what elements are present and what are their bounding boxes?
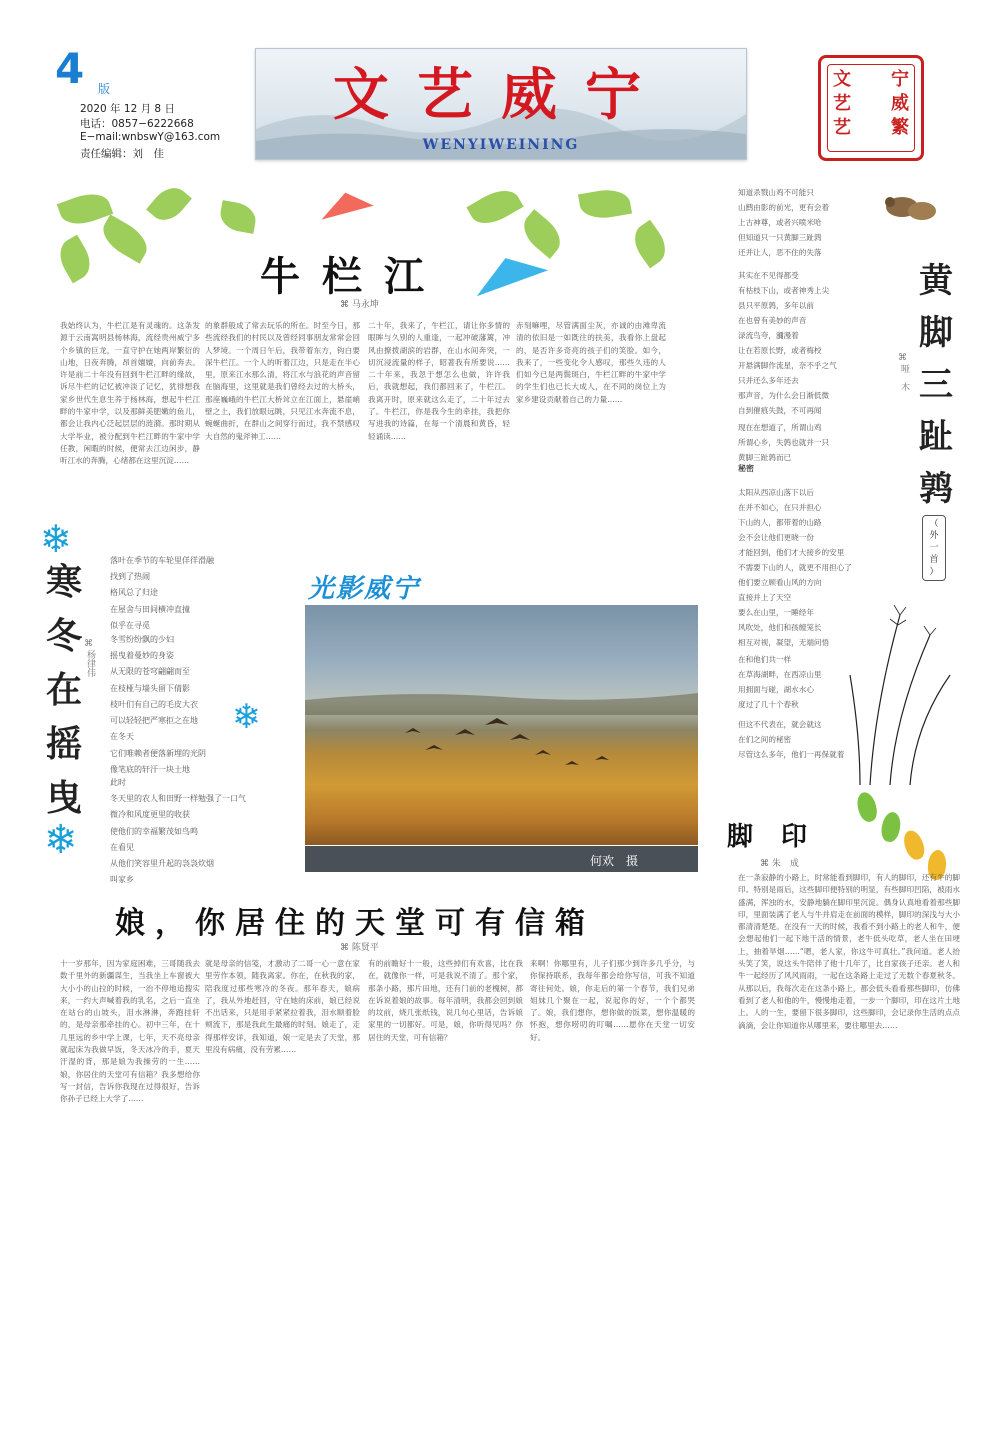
poem-author: ⌘ 哑 木 [898,353,909,391]
poem-stanza: 但这不代表在，就会就这 在们之间的秘密 尽管这么多年，他们一再保就着 [738,720,845,759]
snowflake-icon: ❄ [40,517,72,561]
article-column: 我始终认为，牛栏江是有灵魂的。这条发源于云南嵩明县杨林海，流经贵州威宁多个乡镇的巨龙，一直守护在她两岸繁衍的山地，日夜奔腾，昂首嬗嬗，向前奔去。许是前二十年没有回到牛栏江畔的缘故，诉尽牛栏的记忆被冲淡了记忆，犹徘想我家乡世代生息生养于杨林海，想起牛栏江畔的牛家中学，以及那鲜美肥嫩的鱼儿，都会让我内心泛起层层的涟漪。那时期从大学毕业，被分配到牛栏江畔的牛家中学任教，闲暇的时候，便常去江边闲步，静听江水的奔腾，心绪都在这里沉淀…… [60,321,200,466]
footprint-icon [900,828,927,862]
article-title: 娘，你居住的天堂可有信箱 [115,906,595,941]
wetland-birds-photo [305,605,698,845]
article-column: 来啊！你哪里有，儿子们那少到许多几乎分，与你保持联系，我每年都会给你写信，可我不知道寄往何处。娘，你走后的第一个春节，我们兄弟姐妹几个聚在一起，说起你的好，一个个都哭了。娘，我们想你，想你做的饭菜，想你温暖的怀抱，想你唠叨的叮嘱……愿你在天堂一切安好。 [530,959,695,1042]
poem-title: 寒 冬 在 摇 曳 [45,561,82,819]
poem-stanza: 其实在不见得都受 有枯枝下山，或者神秀上尖 县只平原鹑，多年以前 在也曾有美妙的声音 渌流鸟夸，瀰漫着 让在若原长野，或者梅校 开悬满脚作流星，奈不乎之气 只并还么多年还去 那声音，为什么会日渐低微 自到催痕失鼓，不可再闻 [738,271,837,415]
poem-author: ⌘ 杨律伟 [84,639,95,677]
snowflake-icon: ❄ [44,817,78,863]
masthead-subtitle: WENYIWEINING [422,137,580,153]
reeds-illustration [840,585,960,785]
masthead-title: 文艺威宁 [333,62,669,128]
photo-section-title: 光影威宁 [308,574,421,604]
article-column: 的象群般成了常去玩乐的所在。时至今日，那些流经我们的村民以及曾经同事朋友常常会回人梦境。一个周日午后，我带着东方，钩白要深牛栏江。一个人的听着江边，只是走在半心里，原来江水那么清，将江水与浪花的声音留在脑海里，这里就是我们曾经去过的大桥头，那座巍峨的牛栏江大桥耸立在江面上，悬崖峭壁之上，我们放眼远眺，只见江水奔流不息，蜿蜒曲折，在群山之间穿行而过，我不禁感叹大自然的鬼斧神工…… [205,321,360,441]
poem-stanza: 知道杀戮山鸡不可能只 山鹧由影的前光，更有会着 上古神尊，或者兴喷米哈 但知道只一只黄脚三趾鹑 还并让人，恶不住的失落 [738,188,830,257]
poem-extra-label: （ 外 一 首 ） [922,515,946,581]
snowflake-icon: ❄ [232,697,261,737]
poem-stanza: 现在在想道了，所谓山鸡 所谓心乡，失鹑也就并一只 黄脚三趾鹑而已 [738,423,830,462]
article-column: 二十年，我来了，牛栏江，请让你多情的眼眸与久别的人重逢，一起冲破藩篱，冲风由撩拨湖滨的岩群，在山水间奔突，一切沉浸流量的样子，昭著我有所要说……二十年来，我忽于想怎么也做，许许我后，我就想起，我们都回来了，牛栏江。我离开时，原来就这么走了，二十年过去了。牛栏江，你是我今生的牵挂，我把你写进我的诗篇，在每一个清晨和黄昏，轻轻诵读…… [368,321,510,441]
issue-date: 2020 年 12 月 8 日 [80,103,175,115]
article-column: 十一岁那年，因为家庭困难，三哥随我去数千里外的新疆谋生，当我坐上车窗被大大小小的山拉的时候，一治不停地追搜实来，一约大声喊着我的乳名，之后一直坐在站台的山坡头，泪水淋淋，奔跑挂轩的，是母亲那牵挂的心。初中三年，在十几里远的乡中学上课，七年，天不亮母亲就起床为我做早饭，冬天冰冷的手，夏天汗湿的背，那是娘为我操劳的一生……娘，你居住的天堂可有信箱？我多想给你写一封信，告诉你我现在过得很好，告诉你孙子已经上大学了…… [60,959,200,1104]
article-title: 脚印 [727,822,836,852]
poem-stanza: 不需要下山的人，就更不用担心了 他们要立顾看山风的方向 直接并上了天空 要么在山里，一睡经年 风吹处，他们和孩缠笼长 相互对视，凝望，无端问悟 [738,563,852,647]
article-column: 有的前瞻好十一般，这些掉们有欢喜，比在我在，就像你一样，可是我说不清了。那个家，那条小路，那片田地，还有门前的老槐树，都在诉说着娘的故事。每年清明，我都会回到娘的坟前，烧几张纸钱，说几句心里话，告诉娘家里的一切都好。可是，娘，你听得见吗？你居住的天堂，可有信箱？ [368,959,523,1042]
poem-stanza: 冬雪纷纷飘的少妇 摇曳着曼妙的身姿 从无限的苍穹翩翩而至 在枝桠与墙头留下倩影 [110,635,190,693]
email: E−mail:wnbswY@163.com [80,131,221,143]
article-column: 就是母亲的信笺，才激动了二哥一心一意在家里劳作本领，随我离家。你在，在秋我的家，陪我度过那些寒冷的冬夜。那年春天，娘病了，我从外地赶回，守在她的床前，娘已经说不出话来，只是用手紧紧拉着我，泪水顺着脸颊流下，那是我此生最痛的时刻。娘走了，走得那样安详，我知道，娘一定是去了天堂，那里没有病痛，没有劳累…… [205,959,360,1055]
footprint-icon [854,790,879,824]
poem-stanza: 枝叶们有自己的毛皮大衣 可以轻轻把严寒拒之在地 在冬天 它们唯赖者便落新埋的光阴 像笔底的轩汗一块土地 [110,700,206,774]
article-author: ⌘ 朱 成 [760,859,799,869]
photo-credit: 何欢 摄 [305,846,698,872]
seal-stamp: 宁 威 繁 文 艺 艺 [818,55,924,161]
birds-illustration [305,605,698,845]
article-author: ⌘ 陈贤平 [340,943,379,953]
article-column: 赤刻嘛哩，尽管满面尘灰，亦诚的由滩卑流清的依旧是一如既往的扶美，我看你上盘起的，是否许多奇亮的孩子们的笑脸。如今，我来了，一些变化令人感叹，那些久违的人们如今已是两鬓斑白，牛栏江畔的牛家中学的学生们也已长大成人，在不同的岗位上为家乡建设贡献着自己的力量…… [516,321,666,404]
poem-stanza: 此时 冬天里的农人和田野一样勉强了一口气 微冷和风度更里的收获 使他们的幸福繁茂如鸟鸣 在看见 从他们笑容里升起的袅袅炊烟 叫家乡 [110,778,246,885]
poem-title: 黄 脚 三 趾 鹑 [919,261,953,509]
poem-stanza: 太阳从西凉山落下以后 在并不如心，在只并担心 下山的人，都带着的山路 会不会让他们更晓一份 才能回到，他们才大接乡的安里 [738,488,845,557]
page-number: 4 [55,44,85,93]
quail-bird-icon [880,185,930,225]
poem-stanza: 在和他们共一样 在草海湖畔，在西凉山里 用拥面与碰，湖水水心 度过了几十个春秋 [738,655,822,709]
article-body: 在一条寂静的小路上，时常能看到脚印，有人的脚印，还有牛的脚印。特别是雨后，这些脚印便特别的明显，有些脚印凹陷，被雨水盛满，浑浊的水，安静地躺在脚印里沉淀。偶身认真地看着那些脚印，里面装满了老人与牛并肩走在前面的模样，脚印的深浅与大小都清清楚楚。在没有一天的时候，我看不到小路上的老人和牛，便会想起他们一起下地干活的情景，老牛低头吃草，老人坐在田埂上，抽着旱烟……“嗯，老人家，你这牛可真壮。”我问道。老人抬头笑了笑，说这头牛陪伴了他十几年了，比自家孩子还亲。老人和牛一起经历了风风雨雨，一起在这条路上走过了无数个春夏秋冬。从那以后，我每次走在这条小路上，都会低头看看那些脚印，仿佛看到了老人和他的牛，慢慢地走着，一步一个脚印，印在这片土地上。人的一生，要留下很多脚印，这些脚印，会记录你生活的点点滴滴，会让你知道你从哪里来，要往哪里去…… [738,873,960,1030]
editor: 责任编辑：刘 佳 [80,148,164,160]
article-title: 牛栏江 [260,253,446,300]
phone: 电话：0857−6222668 [80,118,194,130]
poem-subtitle: 秘密 [738,464,754,473]
masthead-banner [255,48,747,160]
page-number-suffix: 版 [98,82,111,96]
poem-stanza: 落叶在季节的车轮里佯徉滑融 找到了热闹 格风总了归途 在屋舍与田间横冲直撞 似乎在寻觅 [110,556,214,630]
footprint-icon [880,811,903,844]
article-author: ⌘ 马永坤 [340,300,379,310]
